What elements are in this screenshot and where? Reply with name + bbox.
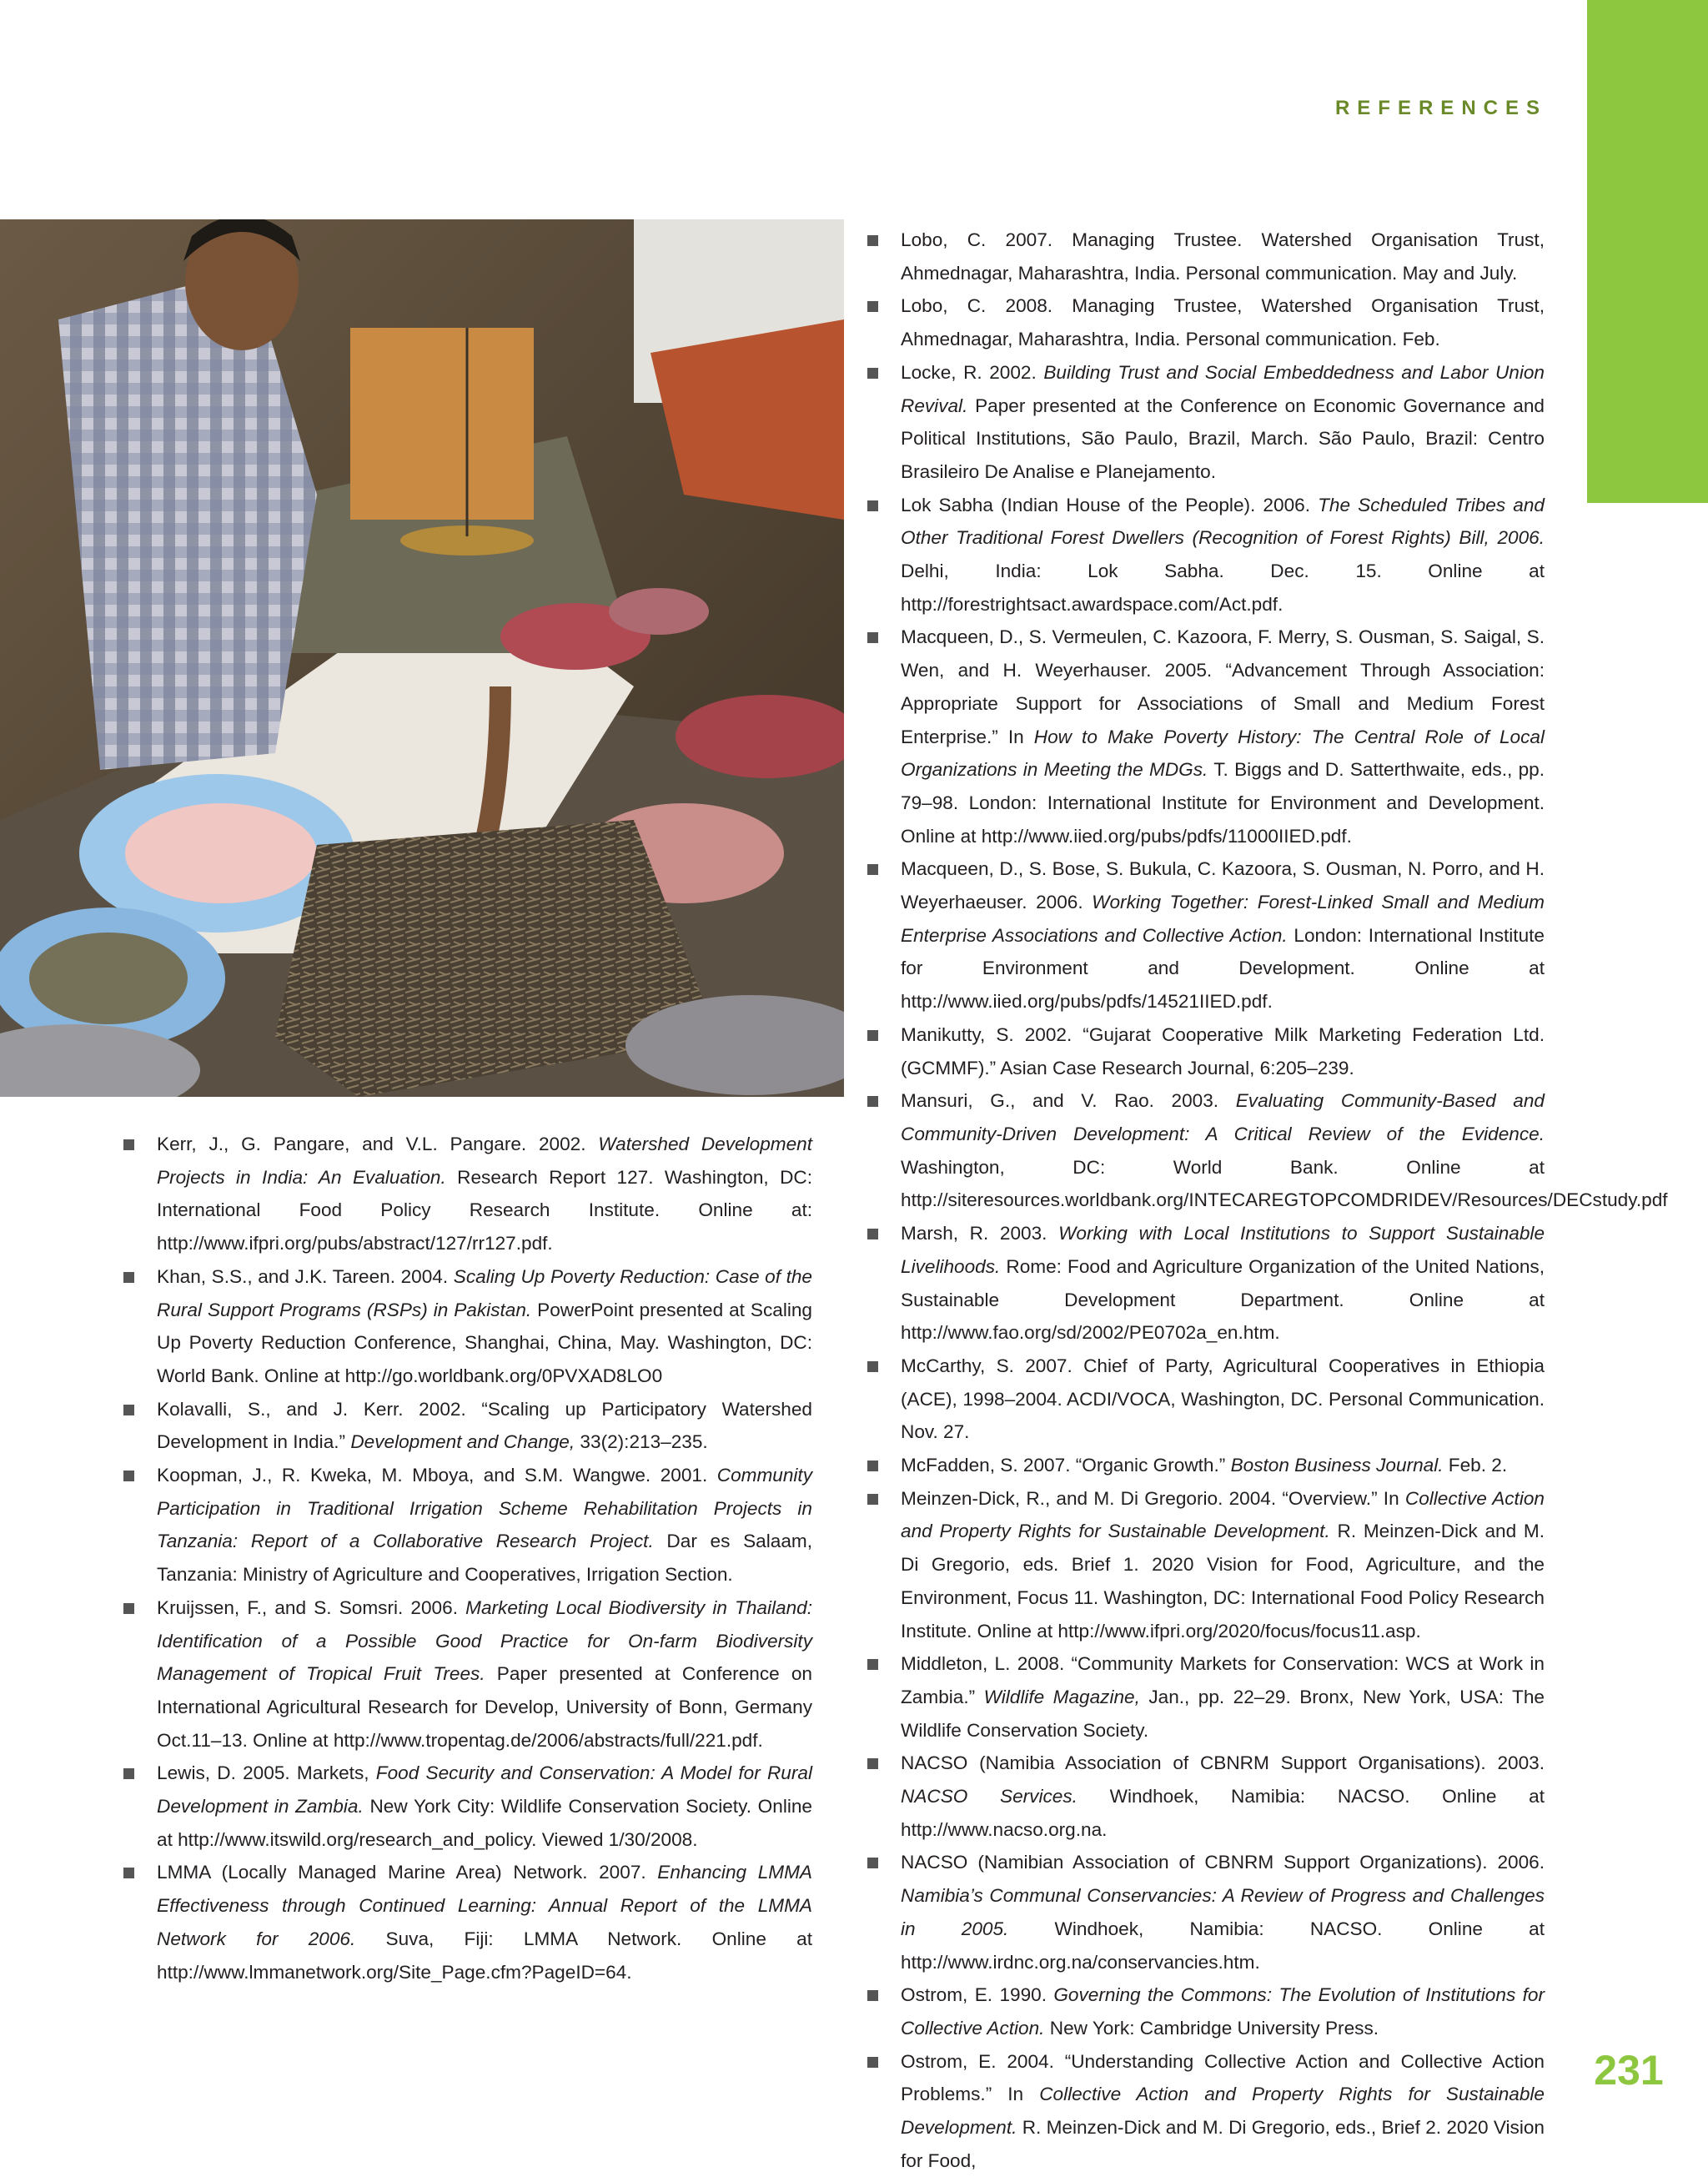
- square-bullet-icon: [867, 1659, 878, 1670]
- reference-entry: NACSO (Namibian Association of CBNRM Support Organizations). 2006. Namibia’s Communal Conservancies: A Review of Progress and Challenges in 2005. Windhoek, Namibia: NACSO. Online at http://www.irdnc.org.na/conservancies.htm.: [867, 1846, 1545, 1978]
- reference-entry: Khan, S.S., and J.K. Tareen. 2004. Scaling Up Poverty Reduction: Case of the Rural Support Programs (RSPs) in Pakistan. PowerPoint presented at Scaling Up Poverty Reduction Conference, Shanghai, China, May. Washington, DC: World Bank. Online at http://go.worldbank.org/0PVXAD8LO0: [123, 1260, 812, 1393]
- square-bullet-icon: [867, 1494, 878, 1505]
- references-column-left: [123, 1128, 812, 1988]
- square-bullet-icon: [867, 864, 878, 875]
- square-bullet-icon: [867, 1990, 878, 2001]
- market-photo: [0, 219, 844, 1097]
- square-bullet-icon: [867, 301, 878, 312]
- reference-entry: Koopman, J., R. Kweka, M. Mboya, and S.M. Wangwe. 2001. Community Participation in Traditional Irrigation Scheme Rehabilitation Projects in Tanzania: Report of a Collaborative Research Project. Dar es Salaam, Tanzania: Ministry of Agriculture and Cooperatives, Irrigation Section.: [123, 1459, 812, 1591]
- reference-entry: NACSO (Namibia Association of CBNRM Support Organisations). 2003. NACSO Services. Windhoek, Namibia: NACSO. Online at http://www.nacso.org.na.: [867, 1747, 1545, 1846]
- square-bullet-icon: [123, 1272, 134, 1283]
- reference-entry: Ostrom, E. 2004. “Understanding Collective Action and Collective Action Problems.” In Collective Action and Property Rights for Sustainable Development. R. Meinzen-Dick and M. Di Gregorio, eds., Brief 2. 2020 Vision for Food,: [867, 2045, 1545, 2177]
- green-edge-tab: [1587, 0, 1708, 503]
- reference-entry: Macqueen, D., S. Bose, S. Bukula, C. Kazoora, S. Ousman, N. Porro, and H. Weyerhaeuser. 2006. Working Together: Forest-Linked Small and Medium Enterprise Associations and Collective Action. London: International Institute for Environment and Development. Online at http://www.iied.org/pubs/pdfs/14521IIED.pdf.: [867, 852, 1545, 1018]
- square-bullet-icon: [867, 1361, 878, 1372]
- reference-entry: Lok Sabha (Indian House of the People). 2006. The Scheduled Tribes and Other Traditional Forest Dwellers (Recognition of Forest Rights) Bill, 2006. Delhi, India: Lok Sabha. Dec. 15. Online at http://forestrightsact.awardspace.com/Act.pdf.: [867, 489, 1545, 621]
- square-bullet-icon: [123, 1471, 134, 1481]
- section-header: REFERENCES: [1334, 97, 1547, 119]
- reference-entry: LMMA (Locally Managed Marine Area) Network. 2007. Enhancing LMMA Effectiveness through Continued Learning: Annual Report of the LMMA Network for 2006. Suva, Fiji: LMMA Network. Online at http://www.lmmanetwork.org/Site_Page.cfm?PageID=64.: [123, 1856, 812, 1988]
- reference-entry: Kruijssen, F., and S. Somsri. 2006. Marketing Local Biodiversity in Thailand: Identification of a Possible Good Practice for On-farm Biodiversity Management of Tropical Fruit Trees. Paper presented at Conference on International Agricultural Research for Develop, University of Bonn, Germany Oct.11–13. Online at http://www.tropentag.de/2006/abstracts/full/221.pdf.: [123, 1591, 812, 1757]
- square-bullet-icon: [867, 500, 878, 511]
- square-bullet-icon: [867, 368, 878, 379]
- square-bullet-icon: [867, 632, 878, 643]
- reference-entry: Lobo, C. 2008. Managing Trustee, Watershed Organisation Trust, Ahmednagar, Maharashtra, India. Personal communication. Feb.: [867, 289, 1545, 355]
- square-bullet-icon: [123, 1868, 134, 1878]
- square-bullet-icon: [867, 1096, 878, 1107]
- reference-entry: Marsh, R. 2003. Working with Local Institutions to Support Sustainable Livelihoods. Rome: Food and Agriculture Organization of the United Nations, Sustainable Development Department. Online at http://www.fao.org/sd/2002/PE0702a_en.htm.: [867, 1217, 1545, 1350]
- reference-entry: Locke, R. 2002. Building Trust and Social Embeddedness and Labor Union Revival. Paper presented at the Conference on Economic Governance and Political Institutions, São Paulo, Brazil, March. São Paulo, Brazil: Centro Brasileiro De Analise e Planejamento.: [867, 356, 1545, 489]
- square-bullet-icon: [867, 1758, 878, 1769]
- reference-entry: Ostrom, E. 1990. Governing the Commons: The Evolution of Institutions for Collective Action. New York: Cambridge University Press.: [867, 1978, 1545, 2044]
- reference-entry: Kolavalli, S., and J. Kerr. 2002. “Scaling up Participatory Watershed Development in India.” Development and Change, 33(2):213–235.: [123, 1393, 812, 1459]
- reference-entry: Manikutty, S. 2002. “Gujarat Cooperative Milk Marketing Federation Ltd. (GCMMF).” Asian Case Research Journal, 6:205–239.: [867, 1018, 1545, 1084]
- square-bullet-icon: [867, 1858, 878, 1868]
- square-bullet-icon: [123, 1405, 134, 1415]
- reference-entry: Lewis, D. 2005. Markets, Food Security and Conservation: A Model for Rural Development in Zambia. New York City: Wildlife Conservation Society. Online at http://www.itswild.org/research_and_policy. Viewed 1/30/2008.: [123, 1757, 812, 1856]
- page-number: 231: [1594, 2047, 1664, 2094]
- square-bullet-icon: [867, 2057, 878, 2068]
- reference-entry: McCarthy, S. 2007. Chief of Party, Agricultural Cooperatives in Ethiopia (ACE), 1998–2004. ACDI/VOCA, Washington, DC. Personal Communication. Nov. 27.: [867, 1350, 1545, 1449]
- square-bullet-icon: [867, 235, 878, 246]
- reference-entry: Middleton, L. 2008. “Community Markets for Conservation: WCS at Work in Zambia.” Wildlife Magazine, Jan., pp. 22–29. Bronx, New York, USA: The Wildlife Conservation Society.: [867, 1647, 1545, 1747]
- reference-entry: Meinzen-Dick, R., and M. Di Gregorio. 2004. “Overview.” In Collective Action and Property Rights for Sustainable Development. R. Meinzen-Dick and M. Di Gregorio, eds. Brief 1. 2020 Vision for Food, Agriculture, and the Environment, Focus 11. Washington, DC: International Food Policy Research Institute. Online at http://www.ifpri.org/2020/focus/focus11.asp.: [867, 1482, 1545, 1648]
- square-bullet-icon: [867, 1229, 878, 1239]
- reference-entry: Kerr, J., G. Pangare, and V.L. Pangare. 2002. Watershed Development Projects in India: An Evaluation. Research Report 127. Washington, DC: International Food Policy Research Institute. Online at: http://www.ifpri.org/pubs/abstract/127/rr127.pdf.: [123, 1128, 812, 1260]
- square-bullet-icon: [867, 1030, 878, 1041]
- reference-entry: Lobo, C. 2007. Managing Trustee. Watershed Organisation Trust, Ahmednagar, Maharashtra, India. Personal communication. May and July.: [867, 224, 1545, 289]
- square-bullet-icon: [123, 1768, 134, 1779]
- square-bullet-icon: [867, 1461, 878, 1471]
- reference-entry: Macqueen, D., S. Vermeulen, C. Kazoora, F. Merry, S. Ousman, S. Saigal, S. Wen, and H. Weyerhauser. 2005. “Advancement Through Association: Appropriate Support for Associations of Small and Medium Forest Enterprise.” In How to Make Poverty History: The Central Role of Local Organizations in Meeting the MDGs. T. Biggs and D. Satterthwaite, eds., pp. 79–98. London: International Institute for Environment and Development. Online at http://www.iied.org/pubs/pdfs/11000IIED.pdf.: [867, 621, 1545, 852]
- reference-entry: McFadden, S. 2007. “Organic Growth.” Boston Business Journal. Feb. 2.: [867, 1449, 1545, 1482]
- reference-entry: Mansuri, G., and V. Rao. 2003. Evaluating Community-Based and Community-Driven Development: A Critical Review of the Evidence. Washington, DC: World Bank. Online at http://siteresources.worldbank.org/INTECAREGTOPCOMDRIDEV/Resources/DECstudy.pdf: [867, 1084, 1545, 1217]
- square-bullet-icon: [123, 1139, 134, 1150]
- square-bullet-icon: [123, 1603, 134, 1614]
